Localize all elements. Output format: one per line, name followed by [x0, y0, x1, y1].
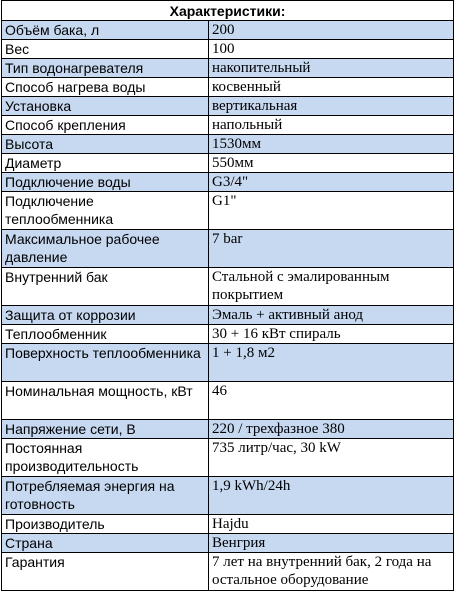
row-value: G3/4"	[209, 173, 454, 192]
table-row	[2, 515, 454, 534]
row-value: G1"	[209, 192, 454, 230]
row-value: Венгрия	[209, 534, 454, 553]
table-row	[2, 116, 454, 135]
row-value: накопительный	[209, 59, 454, 78]
row-label: Диаметр	[2, 154, 209, 173]
table-row	[2, 477, 454, 515]
table-row	[2, 97, 454, 116]
table-row	[2, 382, 454, 420]
row-value: вертикальная	[209, 97, 454, 116]
row-label: Потребляемая энергия на готовность	[2, 477, 209, 515]
row-value: Стальной с эмалированным покрытием	[209, 268, 454, 306]
row-label: Способ крепления	[2, 116, 209, 135]
row-value: 1,9 kWh/24h	[209, 477, 454, 515]
row-label: Внутренний бак	[2, 268, 209, 306]
row-value: 30 + 16 кВт спираль	[209, 325, 454, 344]
row-value: 220 / трехфазное 380	[209, 420, 454, 439]
row-value: Эмаль + активный анод	[209, 306, 454, 325]
row-label: Тип водонагревателя	[2, 59, 209, 78]
characteristics-table	[1, 0, 454, 591]
table-row	[2, 439, 454, 477]
table-row	[2, 173, 454, 192]
row-value: 1530мм	[209, 135, 454, 154]
table-row	[2, 230, 454, 268]
row-value: 46	[209, 382, 454, 420]
row-value: 735 литр/час, 30 kW	[209, 439, 454, 477]
row-label: Поверхность теплообменника	[2, 344, 209, 382]
row-value: 200	[209, 21, 454, 40]
table-row	[2, 325, 454, 344]
table-row	[2, 553, 454, 591]
row-value: косвенный	[209, 78, 454, 97]
row-label: Защита от коррозии	[2, 306, 209, 325]
table-row	[2, 420, 454, 439]
table-row	[2, 344, 454, 382]
row-label: Производитель	[2, 515, 209, 534]
table-row	[2, 40, 454, 59]
row-value: 7 лет на внутренний бак, 2 года на остальное оборудование	[209, 553, 454, 591]
spec-sheet	[1, 0, 454, 591]
row-label: Объём бака, л	[2, 21, 209, 40]
table-title: Характеристики:	[2, 1, 454, 21]
table-row	[2, 21, 454, 40]
row-label: Максимальное рабочее давление	[2, 230, 209, 268]
row-label: Установка	[2, 97, 209, 116]
row-label: Гарантия	[2, 553, 209, 591]
row-value: Hajdu	[209, 515, 454, 534]
row-value: 1 + 1,8 м2	[209, 344, 454, 382]
row-label: Вес	[2, 40, 209, 59]
row-label: Страна	[2, 534, 209, 553]
row-label: Напряжение сети, В	[2, 420, 209, 439]
table-row	[2, 78, 454, 97]
table-row	[2, 306, 454, 325]
row-label: Способ нагрева воды	[2, 78, 209, 97]
table-row	[2, 534, 454, 553]
row-label: Номинальная мощность, кВт	[2, 382, 209, 420]
table-header-row	[2, 1, 454, 21]
row-label: Подключение теплообменника	[2, 192, 209, 230]
table-row	[2, 192, 454, 230]
row-label: Теплообменник	[2, 325, 209, 344]
row-value: 7 bar	[209, 230, 454, 268]
row-label: Подключение воды	[2, 173, 209, 192]
table-row	[2, 268, 454, 306]
table-row	[2, 59, 454, 78]
row-label: Постоянная производительность	[2, 439, 209, 477]
row-label: Высота	[2, 135, 209, 154]
row-value: напольный	[209, 116, 454, 135]
table-row	[2, 154, 454, 173]
table-row	[2, 135, 454, 154]
row-value: 550мм	[209, 154, 454, 173]
row-value: 100	[209, 40, 454, 59]
